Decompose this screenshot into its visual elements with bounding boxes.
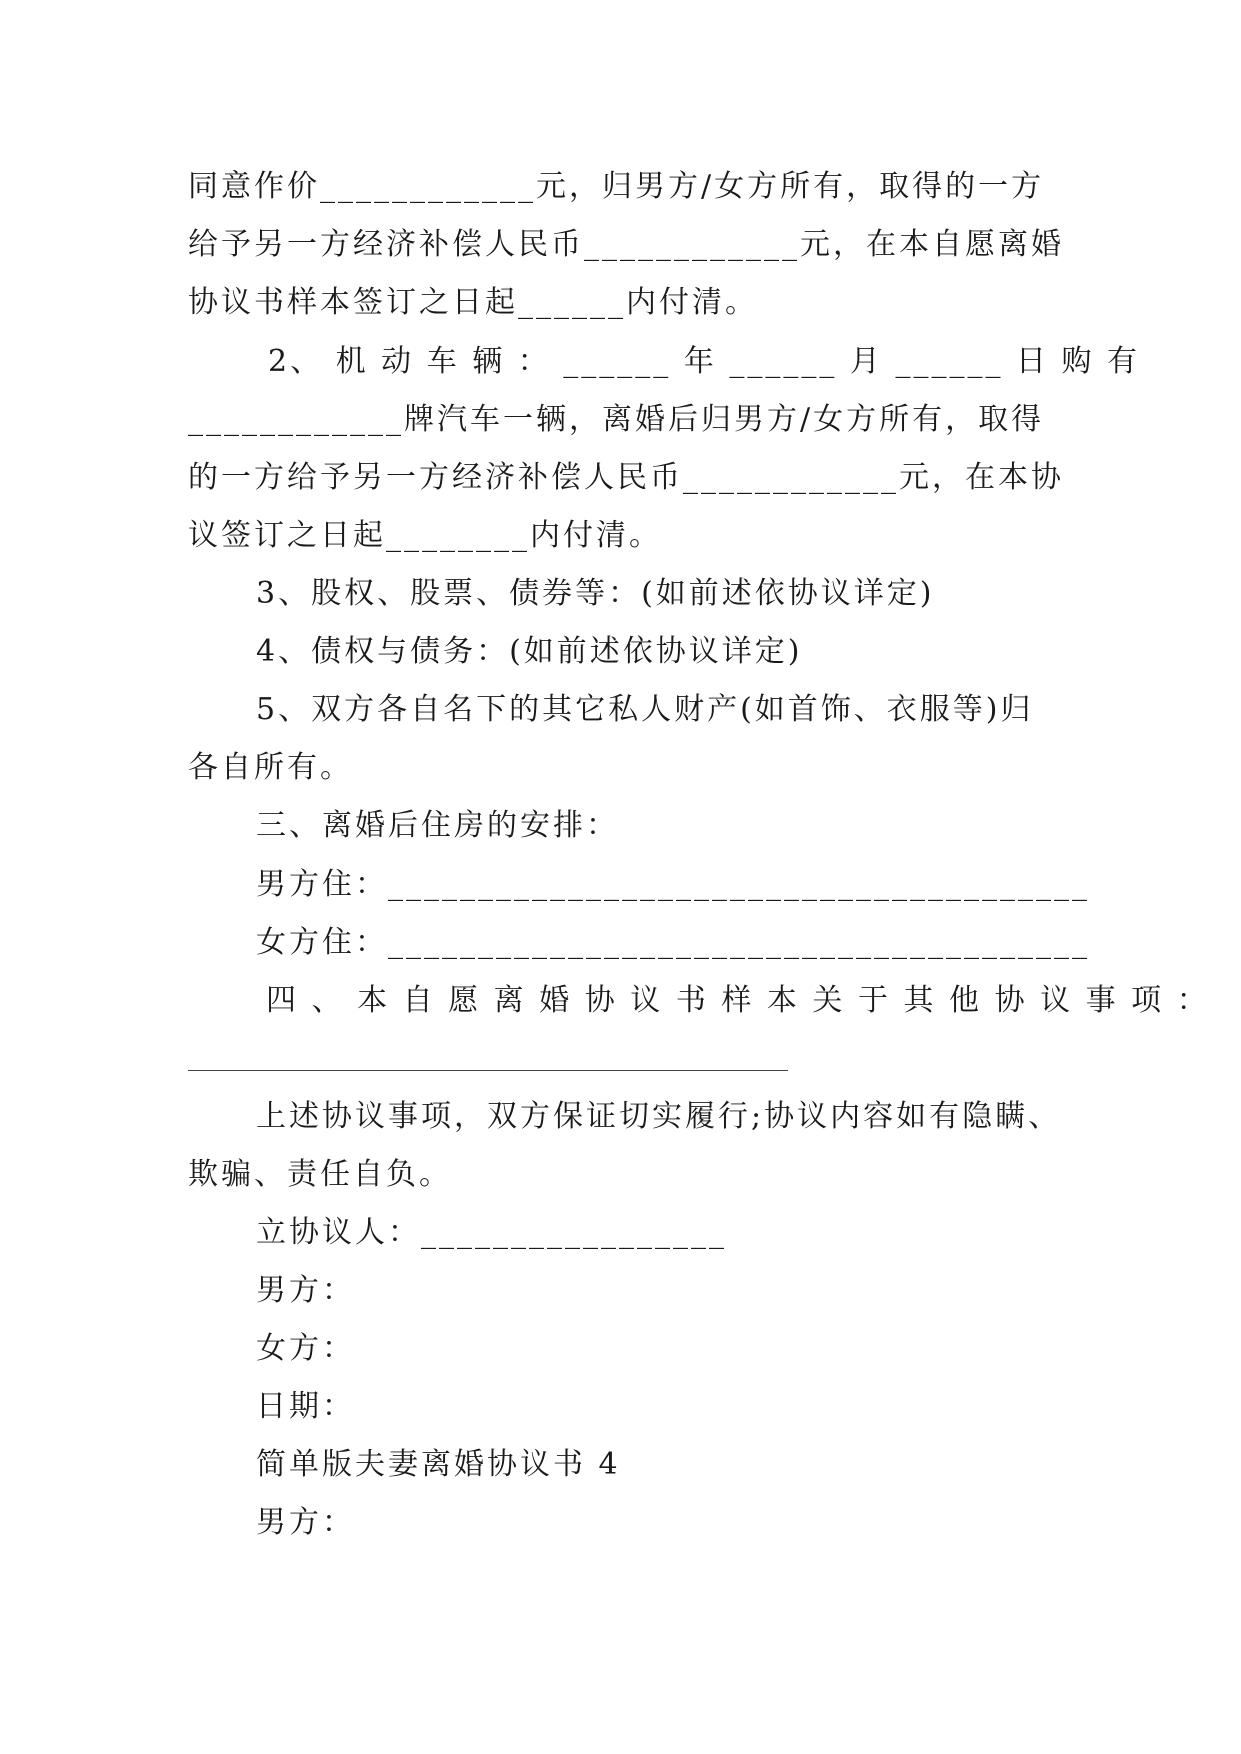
female-residence-line: 女方住：_______________________________________: [256, 925, 1090, 960]
male-residence-line: 男方住：_______________________________________: [256, 867, 1090, 902]
paragraph-line: 上述协议事项，双方保证切实履行;协议内容如有隐瞒、: [256, 1099, 1062, 1134]
section-housing-heading: 三、离婚后住房的安排：: [256, 808, 619, 843]
male-signature-line: 男方：: [256, 1273, 355, 1308]
paragraph-line: 同意作价____________元，归男方/女方所有，取得的一方: [188, 169, 1045, 204]
paragraph-line: 议签订之日起________内付清。: [188, 518, 662, 553]
date-line: 日期：: [256, 1389, 355, 1424]
paragraph-line: 协议书样本签订之日起______内付清。: [188, 285, 758, 320]
paragraph-line: 各自所有。: [188, 750, 353, 785]
blank-fill-line: [188, 1070, 788, 1071]
paragraph-line: 给予另一方经济补偿人民币____________元，在本自愿离婚: [188, 227, 1064, 262]
signatory-line: 立协议人：_________________: [256, 1215, 727, 1250]
item-vehicle-line: 2、 机 动 车 辆 ： ______ 年 ______ 月 ______ 日 购 有: [268, 344, 1141, 379]
item-debts-line: 4、债权与债务：(如前述依协议详定): [256, 634, 803, 669]
paragraph-line: 的一方给予另一方经济补偿人民币____________元，在本协: [188, 460, 1064, 495]
section-title: 简单版夫妻离婚协议书 4: [256, 1447, 621, 1482]
item-personal-property-line: 5、双方各自名下的其它私人财产(如首饰、衣服等)归: [256, 692, 1034, 727]
paragraph-line: 欺骗、责任自负。: [188, 1157, 452, 1192]
section-other-matters-heading: 四 、 本 自 愿 离 婚 协 议 书 样 本 关 于 其 他 协 议 事 项 ：: [266, 983, 1210, 1018]
female-signature-line: 女方：: [256, 1331, 355, 1366]
item-stocks-line: 3、股权、股票、债券等：(如前述依协议详定): [256, 576, 935, 611]
male-party-line: 男方：: [256, 1505, 355, 1540]
paragraph-line: ____________牌汽车一辆，离婚后归男方/女方所有，取得: [188, 402, 1045, 437]
